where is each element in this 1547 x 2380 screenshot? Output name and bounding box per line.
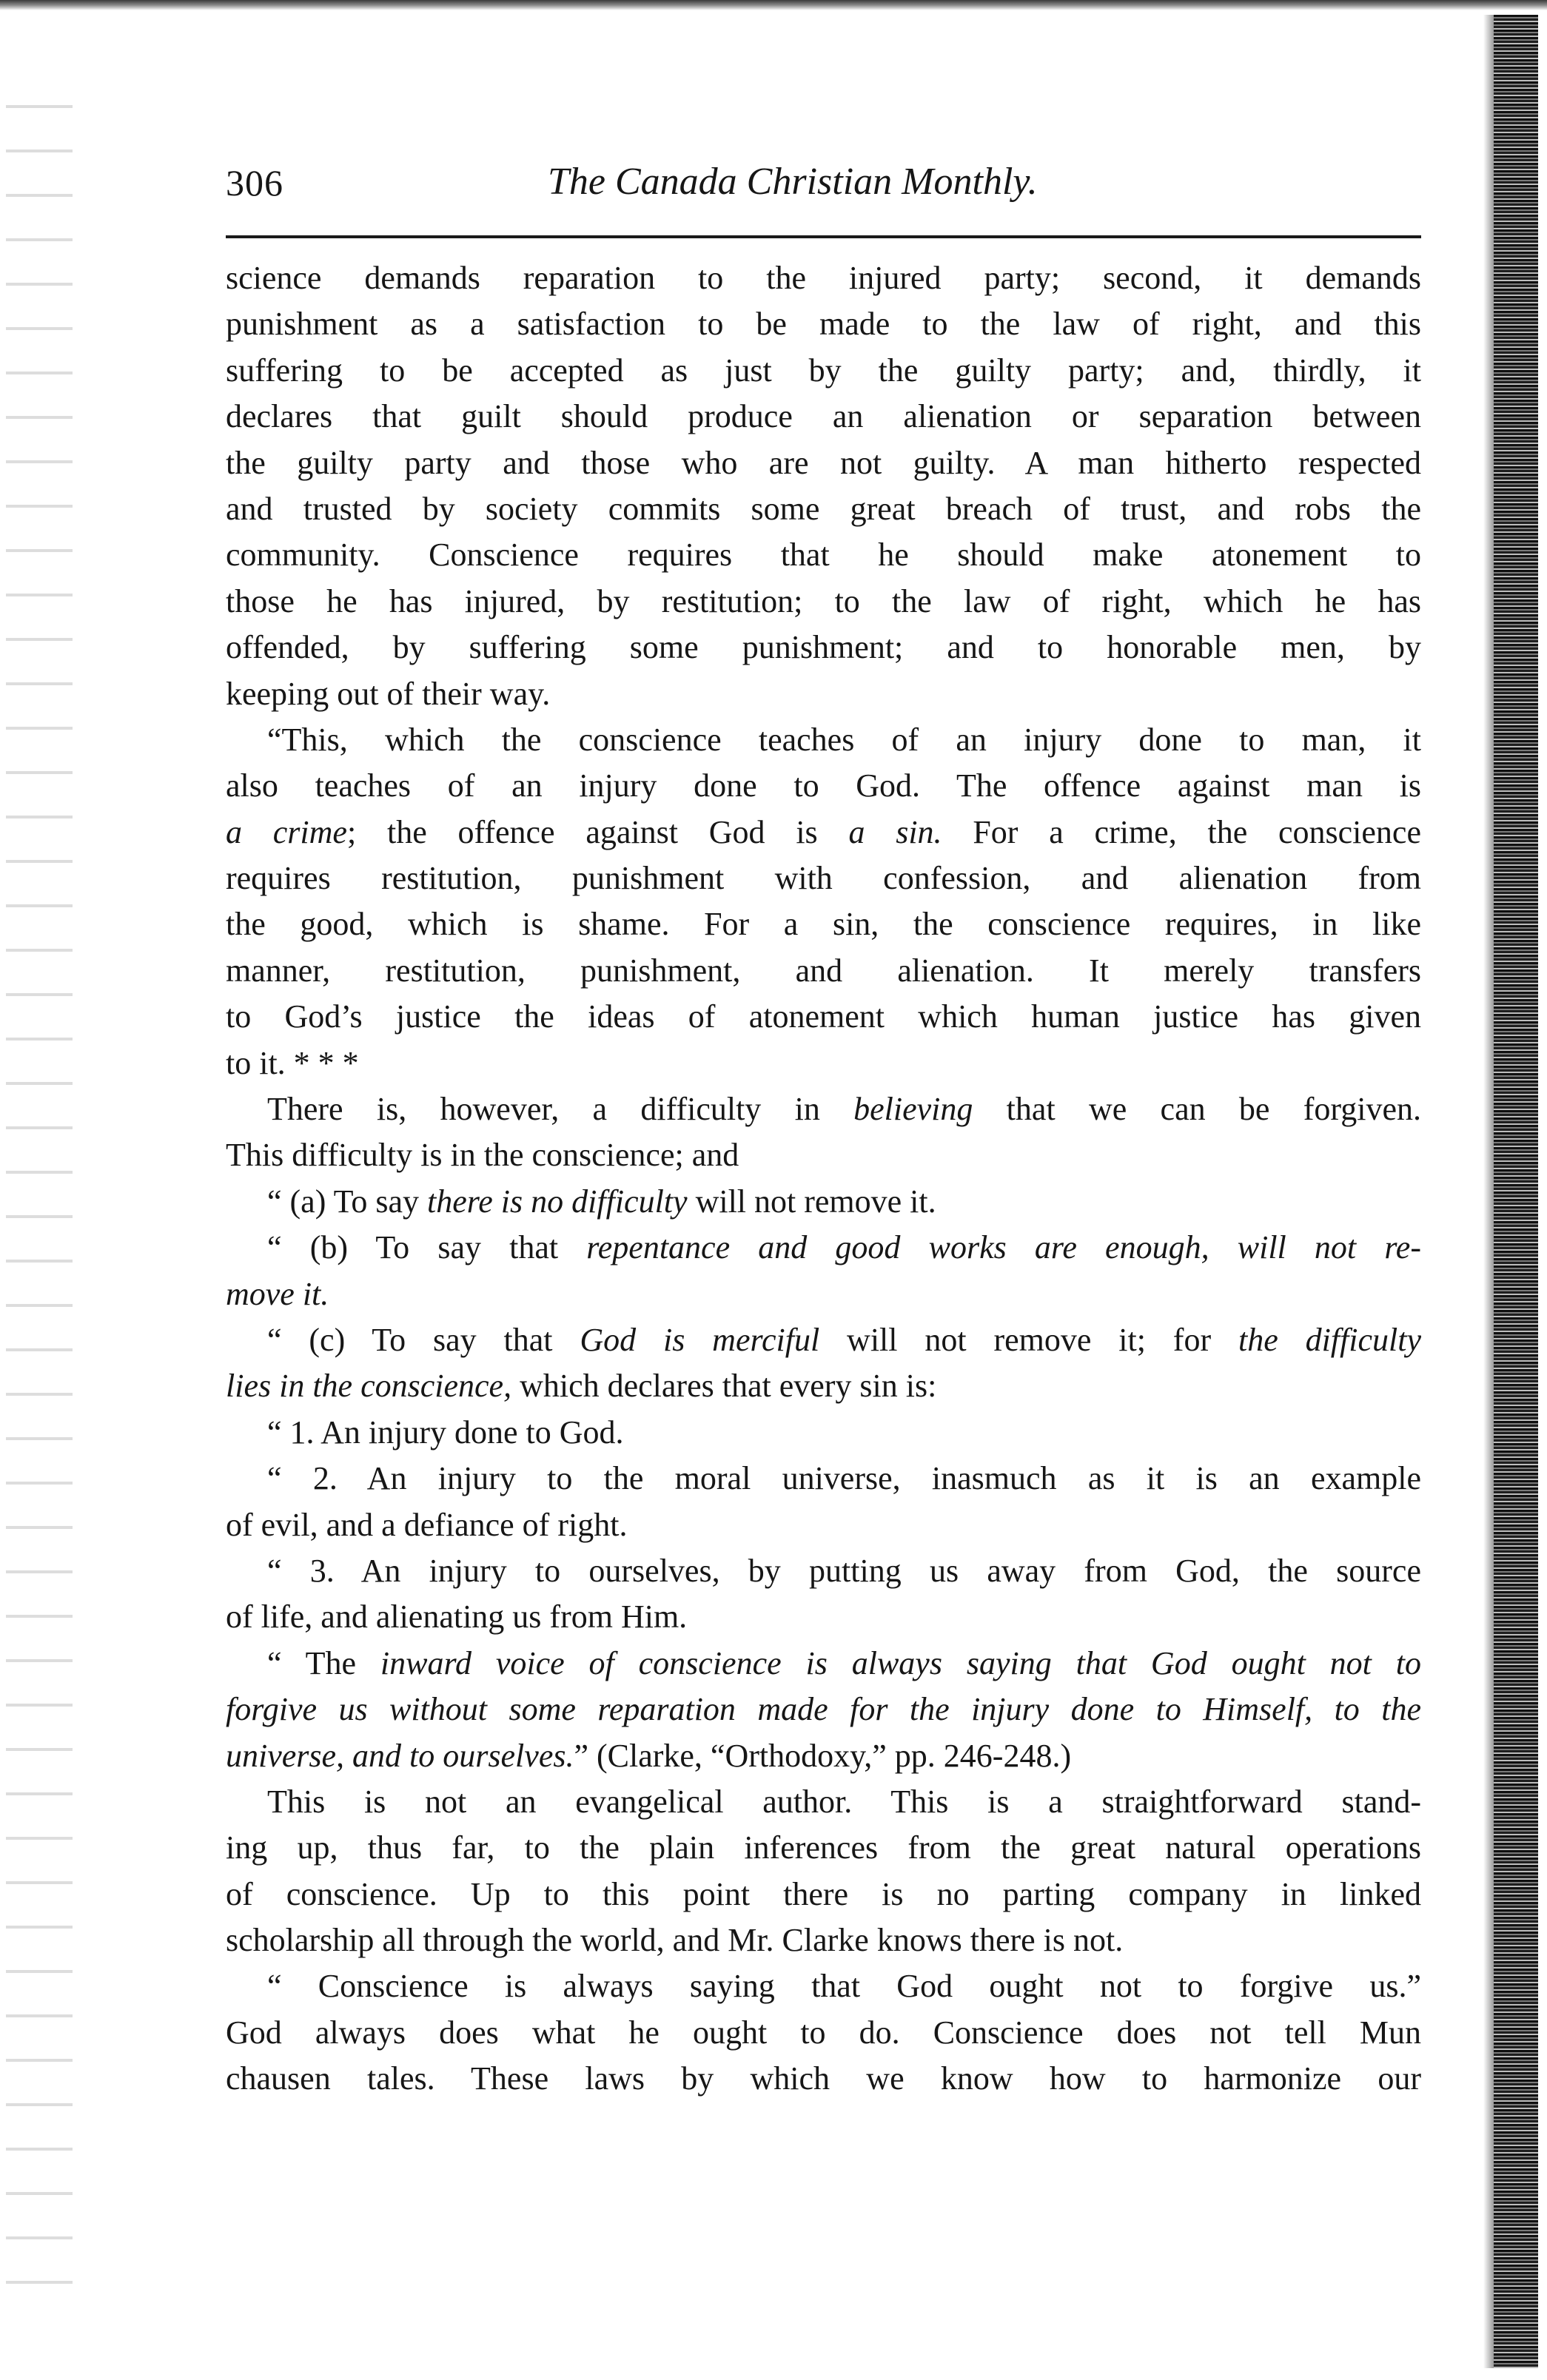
text-line: the good, which is shame. For a sin, the conscience requires, in like — [226, 906, 1421, 943]
text-line — [226, 1225, 1421, 1271]
text-line: ing up, thus far, to the plain inferences from the great natural operations — [226, 1829, 1421, 1866]
text-span: will not remove it; for — [819, 1321, 1238, 1358]
paragraph-2 — [226, 717, 1421, 1086]
text-line: move it. — [226, 1275, 329, 1312]
italic-text: God is merciful — [580, 1321, 820, 1358]
text-line: “ Conscience is always saying that God ought not to forgive us.” — [267, 1968, 1421, 2005]
text-line: declares that guilt should produce an alienation or separation between — [226, 398, 1421, 435]
point-c — [226, 1317, 1421, 1410]
italic-text: inward voice of conscience is always saying that God ought not to — [380, 1644, 1421, 1681]
text-line: science demands reparation to the injured party; second, it demands — [226, 260, 1421, 296]
text-line: offended, by suffering some punishment; and to honorable men, by — [226, 629, 1421, 666]
text-span: will not remove it. — [687, 1183, 936, 1220]
text-span: For a crime, the conscience — [942, 813, 1421, 850]
italic-text: a crime — [226, 813, 347, 850]
text-line: the guilty party and those who are not guilty. A man hitherto respected — [226, 444, 1421, 481]
left-margin-scan-marks — [6, 89, 73, 2309]
paragraph-4 — [226, 1779, 1421, 1964]
point-a — [226, 1179, 1421, 1225]
paragraph-1 — [226, 255, 1421, 717]
text-line: suffering to be accepted as just by the guilty party; and, thirdly, it — [226, 352, 1421, 389]
text-span: There is, however, a difficulty in — [267, 1091, 854, 1128]
text-span: which declares that every sin is: — [511, 1368, 937, 1405]
text-line: “This, which the conscience teaches of an injury done to man, it — [267, 721, 1421, 758]
list-item: “ 2. An injury to the moral universe, inasmuch as it is an example — [267, 1460, 1421, 1497]
header-rule — [226, 235, 1421, 238]
text-line — [226, 1086, 1421, 1132]
page-number: 306 — [226, 162, 283, 204]
text-span: “ (a) To say — [267, 1183, 428, 1220]
text-line: requires restitution, punishment with confession, and alienation from — [226, 860, 1421, 897]
text-line — [226, 1363, 1421, 1409]
text-line: punishment as a satisfaction to be made to the law of right, and this — [226, 306, 1421, 343]
text-line: This difficulty is in the conscience; and — [226, 1137, 739, 1174]
text-span: ; the offence against God is — [346, 813, 849, 850]
text-line — [226, 1733, 1421, 1779]
text-line: chausen tales. These laws by which we know how to harmonize our — [226, 2060, 1421, 2097]
text-span: ” (Clarke, “Orthodoxy,” pp. 246-248.) — [574, 1737, 1072, 1774]
running-title: The Canada Christian Monthly. — [548, 161, 1038, 203]
text-line: scholarship all through the world, and Mr. Clarke knows there is not. — [226, 1922, 1124, 1959]
right-binding-edge — [1494, 15, 1538, 2368]
paragraph-5 — [226, 1963, 1421, 2102]
italic-text: believing — [853, 1091, 973, 1128]
text-span: that we can be forgiven. — [973, 1091, 1421, 1128]
quotation — [226, 1641, 1421, 1779]
text-line: those he has injured, by restitution; to the law of right, which he has — [226, 582, 1421, 619]
point-b — [226, 1225, 1421, 1317]
text-line: to God’s justice the ideas of atonement which human justice has given — [226, 998, 1421, 1035]
paragraph-3 — [226, 1086, 1421, 1179]
text-line: keeping out of their way. — [226, 675, 551, 712]
text-line: community. Conscience requires that he should make atonement to — [226, 537, 1421, 574]
text-line: God always does what he ought to do. Conscience does not tell Mun — [226, 2014, 1421, 2051]
list-item: “ 1. An injury done to God. — [267, 1413, 624, 1450]
text-line: to it. * * * — [226, 1044, 359, 1081]
body-text — [226, 255, 1421, 2102]
italic-text: there is no difficulty — [427, 1183, 688, 1220]
list-item: “ 3. An injury to ourselves, by putting us away from God, the source — [267, 1552, 1421, 1589]
text-line: of conscience. Up to this point there is no parting company in linked — [226, 1875, 1421, 1912]
text-line — [226, 1317, 1421, 1363]
page-header — [226, 148, 1421, 229]
text-line: This is not an evangelical author. This is a straightforward stand- — [267, 1783, 1421, 1820]
text-line: also teaches of an injury done to God. The offence against man is — [226, 767, 1421, 804]
italic-text: the difficulty — [1238, 1321, 1421, 1358]
list-item-continued: of life, and alienating us from Him. — [226, 1599, 688, 1636]
italic-text: repentance and good works are enough, will not re- — [586, 1229, 1421, 1266]
text-line: manner, restitution, punishment, and alienation. It merely transfers — [226, 952, 1421, 989]
text-line: forgive us without some reparation made for the injury done to Himself, to the — [226, 1691, 1421, 1728]
numbered-list — [226, 1410, 1421, 1641]
text-line: and trusted by society commits some great breach of trust, and robs the — [226, 490, 1421, 527]
italic-text: lies in the conscience, — [226, 1368, 512, 1405]
text-line — [226, 1641, 1421, 1687]
text-span: “ The — [267, 1644, 380, 1681]
text-span: “ (b) To say that — [267, 1229, 587, 1266]
italic-text: universe, and to ourselves. — [226, 1737, 574, 1774]
list-item-continued: of evil, and a defiance of right. — [226, 1506, 628, 1543]
scan-top-edge — [0, 0, 1547, 10]
text-span: “ (c) To say that — [267, 1321, 580, 1358]
text-line — [226, 810, 1421, 855]
italic-text: a sin. — [848, 813, 942, 850]
